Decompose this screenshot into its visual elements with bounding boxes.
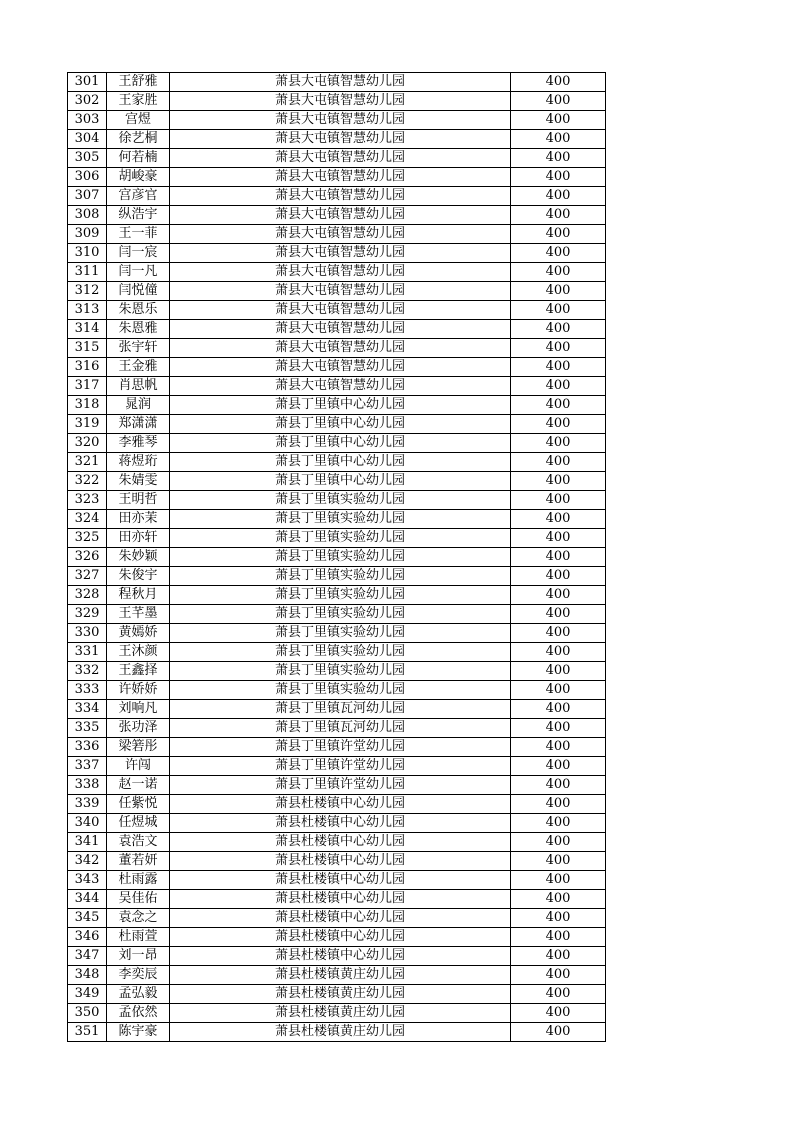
name-cell: 晁润 — [107, 396, 170, 415]
amount-cell: 400 — [511, 548, 606, 567]
table-row — [68, 244, 606, 263]
school-cell: 萧县丁里镇实验幼儿园 — [170, 605, 511, 624]
name-cell: 宫煜 — [107, 111, 170, 130]
school-cell: 萧县大屯镇智慧幼儿园 — [170, 263, 511, 282]
amount-cell: 400 — [511, 757, 606, 776]
table-row — [68, 92, 606, 111]
name-cell: 王明哲 — [107, 491, 170, 510]
table-row — [68, 852, 606, 871]
name-cell: 王鑫择 — [107, 662, 170, 681]
school-cell: 萧县丁里镇中心幼儿园 — [170, 472, 511, 491]
amount-cell: 400 — [511, 415, 606, 434]
name-cell: 王芊墨 — [107, 605, 170, 624]
school-cell: 萧县杜楼镇黄庄幼儿园 — [170, 1023, 511, 1042]
table-row — [68, 871, 606, 890]
row-number-cell: 347 — [68, 947, 107, 966]
row-number-cell: 325 — [68, 529, 107, 548]
table-row — [68, 1004, 606, 1023]
table-row — [68, 643, 606, 662]
row-number-cell: 327 — [68, 567, 107, 586]
table-row — [68, 130, 606, 149]
amount-cell: 400 — [511, 605, 606, 624]
table-row — [68, 149, 606, 168]
table-row — [68, 510, 606, 529]
row-number-cell: 305 — [68, 149, 107, 168]
row-number-cell: 317 — [68, 377, 107, 396]
name-cell: 刘响凡 — [107, 700, 170, 719]
school-cell: 萧县丁里镇实验幼儿园 — [170, 567, 511, 586]
table-row — [68, 187, 606, 206]
amount-cell: 400 — [511, 453, 606, 472]
row-number-cell: 350 — [68, 1004, 107, 1023]
amount-cell: 400 — [511, 1023, 606, 1042]
row-number-cell: 308 — [68, 206, 107, 225]
table-row — [68, 567, 606, 586]
amount-cell: 400 — [511, 814, 606, 833]
name-cell: 袁浩文 — [107, 833, 170, 852]
row-number-cell: 311 — [68, 263, 107, 282]
row-number-cell: 332 — [68, 662, 107, 681]
table-row — [68, 814, 606, 833]
school-cell: 萧县丁里镇实验幼儿园 — [170, 548, 511, 567]
row-number-cell: 306 — [68, 168, 107, 187]
table-row — [68, 605, 606, 624]
data-table — [67, 72, 606, 1042]
amount-cell: 400 — [511, 947, 606, 966]
name-cell: 纵浩宇 — [107, 206, 170, 225]
table-row — [68, 301, 606, 320]
school-cell: 萧县大屯镇智慧幼儿园 — [170, 225, 511, 244]
school-cell: 萧县大屯镇智慧幼儿园 — [170, 92, 511, 111]
name-cell: 朱妙颖 — [107, 548, 170, 567]
school-cell: 萧县杜楼镇中心幼儿园 — [170, 833, 511, 852]
school-cell: 萧县大屯镇智慧幼儿园 — [170, 358, 511, 377]
table-row — [68, 738, 606, 757]
amount-cell: 400 — [511, 700, 606, 719]
amount-cell: 400 — [511, 491, 606, 510]
school-cell: 萧县杜楼镇黄庄幼儿园 — [170, 985, 511, 1004]
name-cell: 赵一诺 — [107, 776, 170, 795]
name-cell: 许闯 — [107, 757, 170, 776]
amount-cell: 400 — [511, 1004, 606, 1023]
amount-cell: 400 — [511, 738, 606, 757]
school-cell: 萧县杜楼镇中心幼儿园 — [170, 852, 511, 871]
school-cell: 萧县杜楼镇中心幼儿园 — [170, 909, 511, 928]
row-number-cell: 346 — [68, 928, 107, 947]
amount-cell: 400 — [511, 396, 606, 415]
amount-cell: 400 — [511, 263, 606, 282]
school-cell: 萧县丁里镇实验幼儿园 — [170, 529, 511, 548]
name-cell: 朱婧雯 — [107, 472, 170, 491]
table-row — [68, 111, 606, 130]
table-row — [68, 1023, 606, 1042]
table-row — [68, 263, 606, 282]
name-cell: 田亦轩 — [107, 529, 170, 548]
row-number-cell: 337 — [68, 757, 107, 776]
table-row — [68, 320, 606, 339]
name-cell: 袁念之 — [107, 909, 170, 928]
amount-cell: 400 — [511, 358, 606, 377]
name-cell: 任煜城 — [107, 814, 170, 833]
school-cell: 萧县丁里镇瓦河幼儿园 — [170, 700, 511, 719]
table-row — [68, 719, 606, 738]
school-cell: 萧县大屯镇智慧幼儿园 — [170, 339, 511, 358]
name-cell: 张功泽 — [107, 719, 170, 738]
school-cell: 萧县丁里镇瓦河幼儿园 — [170, 719, 511, 738]
table-body — [68, 73, 606, 1042]
school-cell: 萧县大屯镇智慧幼儿园 — [170, 187, 511, 206]
row-number-cell: 322 — [68, 472, 107, 491]
name-cell: 李雅琴 — [107, 434, 170, 453]
name-cell: 吴佳佑 — [107, 890, 170, 909]
school-cell: 萧县大屯镇智慧幼儿园 — [170, 111, 511, 130]
row-number-cell: 333 — [68, 681, 107, 700]
table-row — [68, 491, 606, 510]
name-cell: 郑潇潇 — [107, 415, 170, 434]
row-number-cell: 334 — [68, 700, 107, 719]
table-row — [68, 662, 606, 681]
row-number-cell: 329 — [68, 605, 107, 624]
school-cell: 萧县丁里镇许堂幼儿园 — [170, 738, 511, 757]
name-cell: 程秋月 — [107, 586, 170, 605]
school-cell: 萧县大屯镇智慧幼儿园 — [170, 206, 511, 225]
school-cell: 萧县丁里镇实验幼儿园 — [170, 681, 511, 700]
row-number-cell: 318 — [68, 396, 107, 415]
name-cell: 何若楠 — [107, 149, 170, 168]
school-cell: 萧县丁里镇许堂幼儿园 — [170, 776, 511, 795]
table-row — [68, 985, 606, 1004]
school-cell: 萧县大屯镇智慧幼儿园 — [170, 149, 511, 168]
school-cell: 萧县杜楼镇中心幼儿园 — [170, 947, 511, 966]
name-cell: 张宇轩 — [107, 339, 170, 358]
school-cell: 萧县杜楼镇黄庄幼儿园 — [170, 966, 511, 985]
amount-cell: 400 — [511, 472, 606, 491]
amount-cell: 400 — [511, 149, 606, 168]
amount-cell: 400 — [511, 92, 606, 111]
row-number-cell: 326 — [68, 548, 107, 567]
table-row — [68, 453, 606, 472]
table-row — [68, 282, 606, 301]
amount-cell: 400 — [511, 529, 606, 548]
school-cell: 萧县丁里镇实验幼儿园 — [170, 586, 511, 605]
table-row — [68, 890, 606, 909]
name-cell: 许娇娇 — [107, 681, 170, 700]
school-cell: 萧县杜楼镇中心幼儿园 — [170, 795, 511, 814]
school-cell: 萧县丁里镇实验幼儿园 — [170, 624, 511, 643]
table-row — [68, 434, 606, 453]
table-row — [68, 472, 606, 491]
school-cell: 萧县丁里镇实验幼儿园 — [170, 491, 511, 510]
table-row — [68, 548, 606, 567]
school-cell: 萧县大屯镇智慧幼儿园 — [170, 244, 511, 263]
school-cell: 萧县大屯镇智慧幼儿园 — [170, 168, 511, 187]
amount-cell: 400 — [511, 130, 606, 149]
row-number-cell: 342 — [68, 852, 107, 871]
amount-cell: 400 — [511, 833, 606, 852]
row-number-cell: 307 — [68, 187, 107, 206]
school-cell: 萧县丁里镇中心幼儿园 — [170, 434, 511, 453]
amount-cell: 400 — [511, 111, 606, 130]
row-number-cell: 319 — [68, 415, 107, 434]
table-row — [68, 966, 606, 985]
amount-cell: 400 — [511, 586, 606, 605]
row-number-cell: 310 — [68, 244, 107, 263]
table-row — [68, 928, 606, 947]
school-cell: 萧县杜楼镇中心幼儿园 — [170, 890, 511, 909]
amount-cell: 400 — [511, 909, 606, 928]
table-row — [68, 776, 606, 795]
name-cell: 王舒雅 — [107, 73, 170, 92]
amount-cell: 400 — [511, 168, 606, 187]
table-row — [68, 909, 606, 928]
table-row — [68, 681, 606, 700]
row-number-cell: 335 — [68, 719, 107, 738]
table-row — [68, 833, 606, 852]
amount-cell: 400 — [511, 301, 606, 320]
table-row — [68, 206, 606, 225]
amount-cell: 400 — [511, 244, 606, 263]
name-cell: 闫一凡 — [107, 263, 170, 282]
table-row — [68, 225, 606, 244]
amount-cell: 400 — [511, 852, 606, 871]
row-number-cell: 348 — [68, 966, 107, 985]
amount-cell: 400 — [511, 434, 606, 453]
name-cell: 闫一宸 — [107, 244, 170, 263]
table-row — [68, 947, 606, 966]
table-row — [68, 529, 606, 548]
row-number-cell: 320 — [68, 434, 107, 453]
amount-cell: 400 — [511, 890, 606, 909]
amount-cell: 400 — [511, 567, 606, 586]
school-cell: 萧县杜楼镇中心幼儿园 — [170, 814, 511, 833]
row-number-cell: 349 — [68, 985, 107, 1004]
row-number-cell: 323 — [68, 491, 107, 510]
row-number-cell: 321 — [68, 453, 107, 472]
amount-cell: 400 — [511, 643, 606, 662]
row-number-cell: 340 — [68, 814, 107, 833]
amount-cell: 400 — [511, 985, 606, 1004]
name-cell: 杜雨露 — [107, 871, 170, 890]
name-cell: 李奕辰 — [107, 966, 170, 985]
row-number-cell: 314 — [68, 320, 107, 339]
school-cell: 萧县丁里镇中心幼儿园 — [170, 396, 511, 415]
school-cell: 萧县丁里镇中心幼儿园 — [170, 453, 511, 472]
name-cell: 蒋煜珩 — [107, 453, 170, 472]
table-row — [68, 795, 606, 814]
name-cell: 闫悦僮 — [107, 282, 170, 301]
row-number-cell: 331 — [68, 643, 107, 662]
name-cell: 朱恩雅 — [107, 320, 170, 339]
school-cell: 萧县杜楼镇黄庄幼儿园 — [170, 1004, 511, 1023]
table-row — [68, 700, 606, 719]
row-number-cell: 330 — [68, 624, 107, 643]
name-cell: 朱恩乐 — [107, 301, 170, 320]
name-cell: 任紫悦 — [107, 795, 170, 814]
school-cell: 萧县丁里镇许堂幼儿园 — [170, 757, 511, 776]
amount-cell: 400 — [511, 187, 606, 206]
amount-cell: 400 — [511, 795, 606, 814]
row-number-cell: 302 — [68, 92, 107, 111]
amount-cell: 400 — [511, 510, 606, 529]
name-cell: 宫彦官 — [107, 187, 170, 206]
row-number-cell: 344 — [68, 890, 107, 909]
row-number-cell: 316 — [68, 358, 107, 377]
amount-cell: 400 — [511, 719, 606, 738]
row-number-cell: 304 — [68, 130, 107, 149]
row-number-cell: 309 — [68, 225, 107, 244]
row-number-cell: 336 — [68, 738, 107, 757]
table-row — [68, 757, 606, 776]
name-cell: 王家胜 — [107, 92, 170, 111]
data-table-container — [67, 72, 606, 1042]
table-row — [68, 586, 606, 605]
name-cell: 孟弘毅 — [107, 985, 170, 1004]
school-cell: 萧县大屯镇智慧幼儿园 — [170, 73, 511, 92]
row-number-cell: 312 — [68, 282, 107, 301]
school-cell: 萧县大屯镇智慧幼儿园 — [170, 282, 511, 301]
name-cell: 刘一昂 — [107, 947, 170, 966]
name-cell: 孟依然 — [107, 1004, 170, 1023]
table-row — [68, 624, 606, 643]
table-row — [68, 168, 606, 187]
name-cell: 杜雨萱 — [107, 928, 170, 947]
amount-cell: 400 — [511, 320, 606, 339]
amount-cell: 400 — [511, 225, 606, 244]
name-cell: 肖思帆 — [107, 377, 170, 396]
name-cell: 王金雅 — [107, 358, 170, 377]
amount-cell: 400 — [511, 928, 606, 947]
name-cell: 王一菲 — [107, 225, 170, 244]
table-row — [68, 73, 606, 92]
amount-cell: 400 — [511, 206, 606, 225]
school-cell: 萧县大屯镇智慧幼儿园 — [170, 130, 511, 149]
name-cell: 胡峻豪 — [107, 168, 170, 187]
amount-cell: 400 — [511, 624, 606, 643]
row-number-cell: 345 — [68, 909, 107, 928]
school-cell: 萧县丁里镇实验幼儿园 — [170, 510, 511, 529]
table-row — [68, 396, 606, 415]
school-cell: 萧县丁里镇中心幼儿园 — [170, 415, 511, 434]
name-cell: 黄嫣娇 — [107, 624, 170, 643]
name-cell: 徐艺桐 — [107, 130, 170, 149]
school-cell: 萧县丁里镇实验幼儿园 — [170, 643, 511, 662]
row-number-cell: 341 — [68, 833, 107, 852]
school-cell: 萧县大屯镇智慧幼儿园 — [170, 377, 511, 396]
amount-cell: 400 — [511, 377, 606, 396]
row-number-cell: 339 — [68, 795, 107, 814]
row-number-cell: 351 — [68, 1023, 107, 1042]
row-number-cell: 328 — [68, 586, 107, 605]
row-number-cell: 301 — [68, 73, 107, 92]
row-number-cell: 343 — [68, 871, 107, 890]
row-number-cell: 324 — [68, 510, 107, 529]
table-row — [68, 339, 606, 358]
amount-cell: 400 — [511, 662, 606, 681]
amount-cell: 400 — [511, 776, 606, 795]
name-cell: 田亦茉 — [107, 510, 170, 529]
school-cell: 萧县大屯镇智慧幼儿园 — [170, 320, 511, 339]
table-row — [68, 358, 606, 377]
row-number-cell: 315 — [68, 339, 107, 358]
name-cell: 梁箬彤 — [107, 738, 170, 757]
amount-cell: 400 — [511, 966, 606, 985]
row-number-cell: 338 — [68, 776, 107, 795]
amount-cell: 400 — [511, 339, 606, 358]
name-cell: 王沐颜 — [107, 643, 170, 662]
amount-cell: 400 — [511, 282, 606, 301]
row-number-cell: 303 — [68, 111, 107, 130]
school-cell: 萧县丁里镇实验幼儿园 — [170, 662, 511, 681]
row-number-cell: 313 — [68, 301, 107, 320]
name-cell: 朱俊宇 — [107, 567, 170, 586]
school-cell: 萧县大屯镇智慧幼儿园 — [170, 301, 511, 320]
school-cell: 萧县杜楼镇中心幼儿园 — [170, 871, 511, 890]
amount-cell: 400 — [511, 681, 606, 700]
amount-cell: 400 — [511, 73, 606, 92]
amount-cell: 400 — [511, 871, 606, 890]
table-row — [68, 377, 606, 396]
name-cell: 董若妍 — [107, 852, 170, 871]
name-cell: 陈宇豪 — [107, 1023, 170, 1042]
table-row — [68, 415, 606, 434]
school-cell: 萧县杜楼镇中心幼儿园 — [170, 928, 511, 947]
